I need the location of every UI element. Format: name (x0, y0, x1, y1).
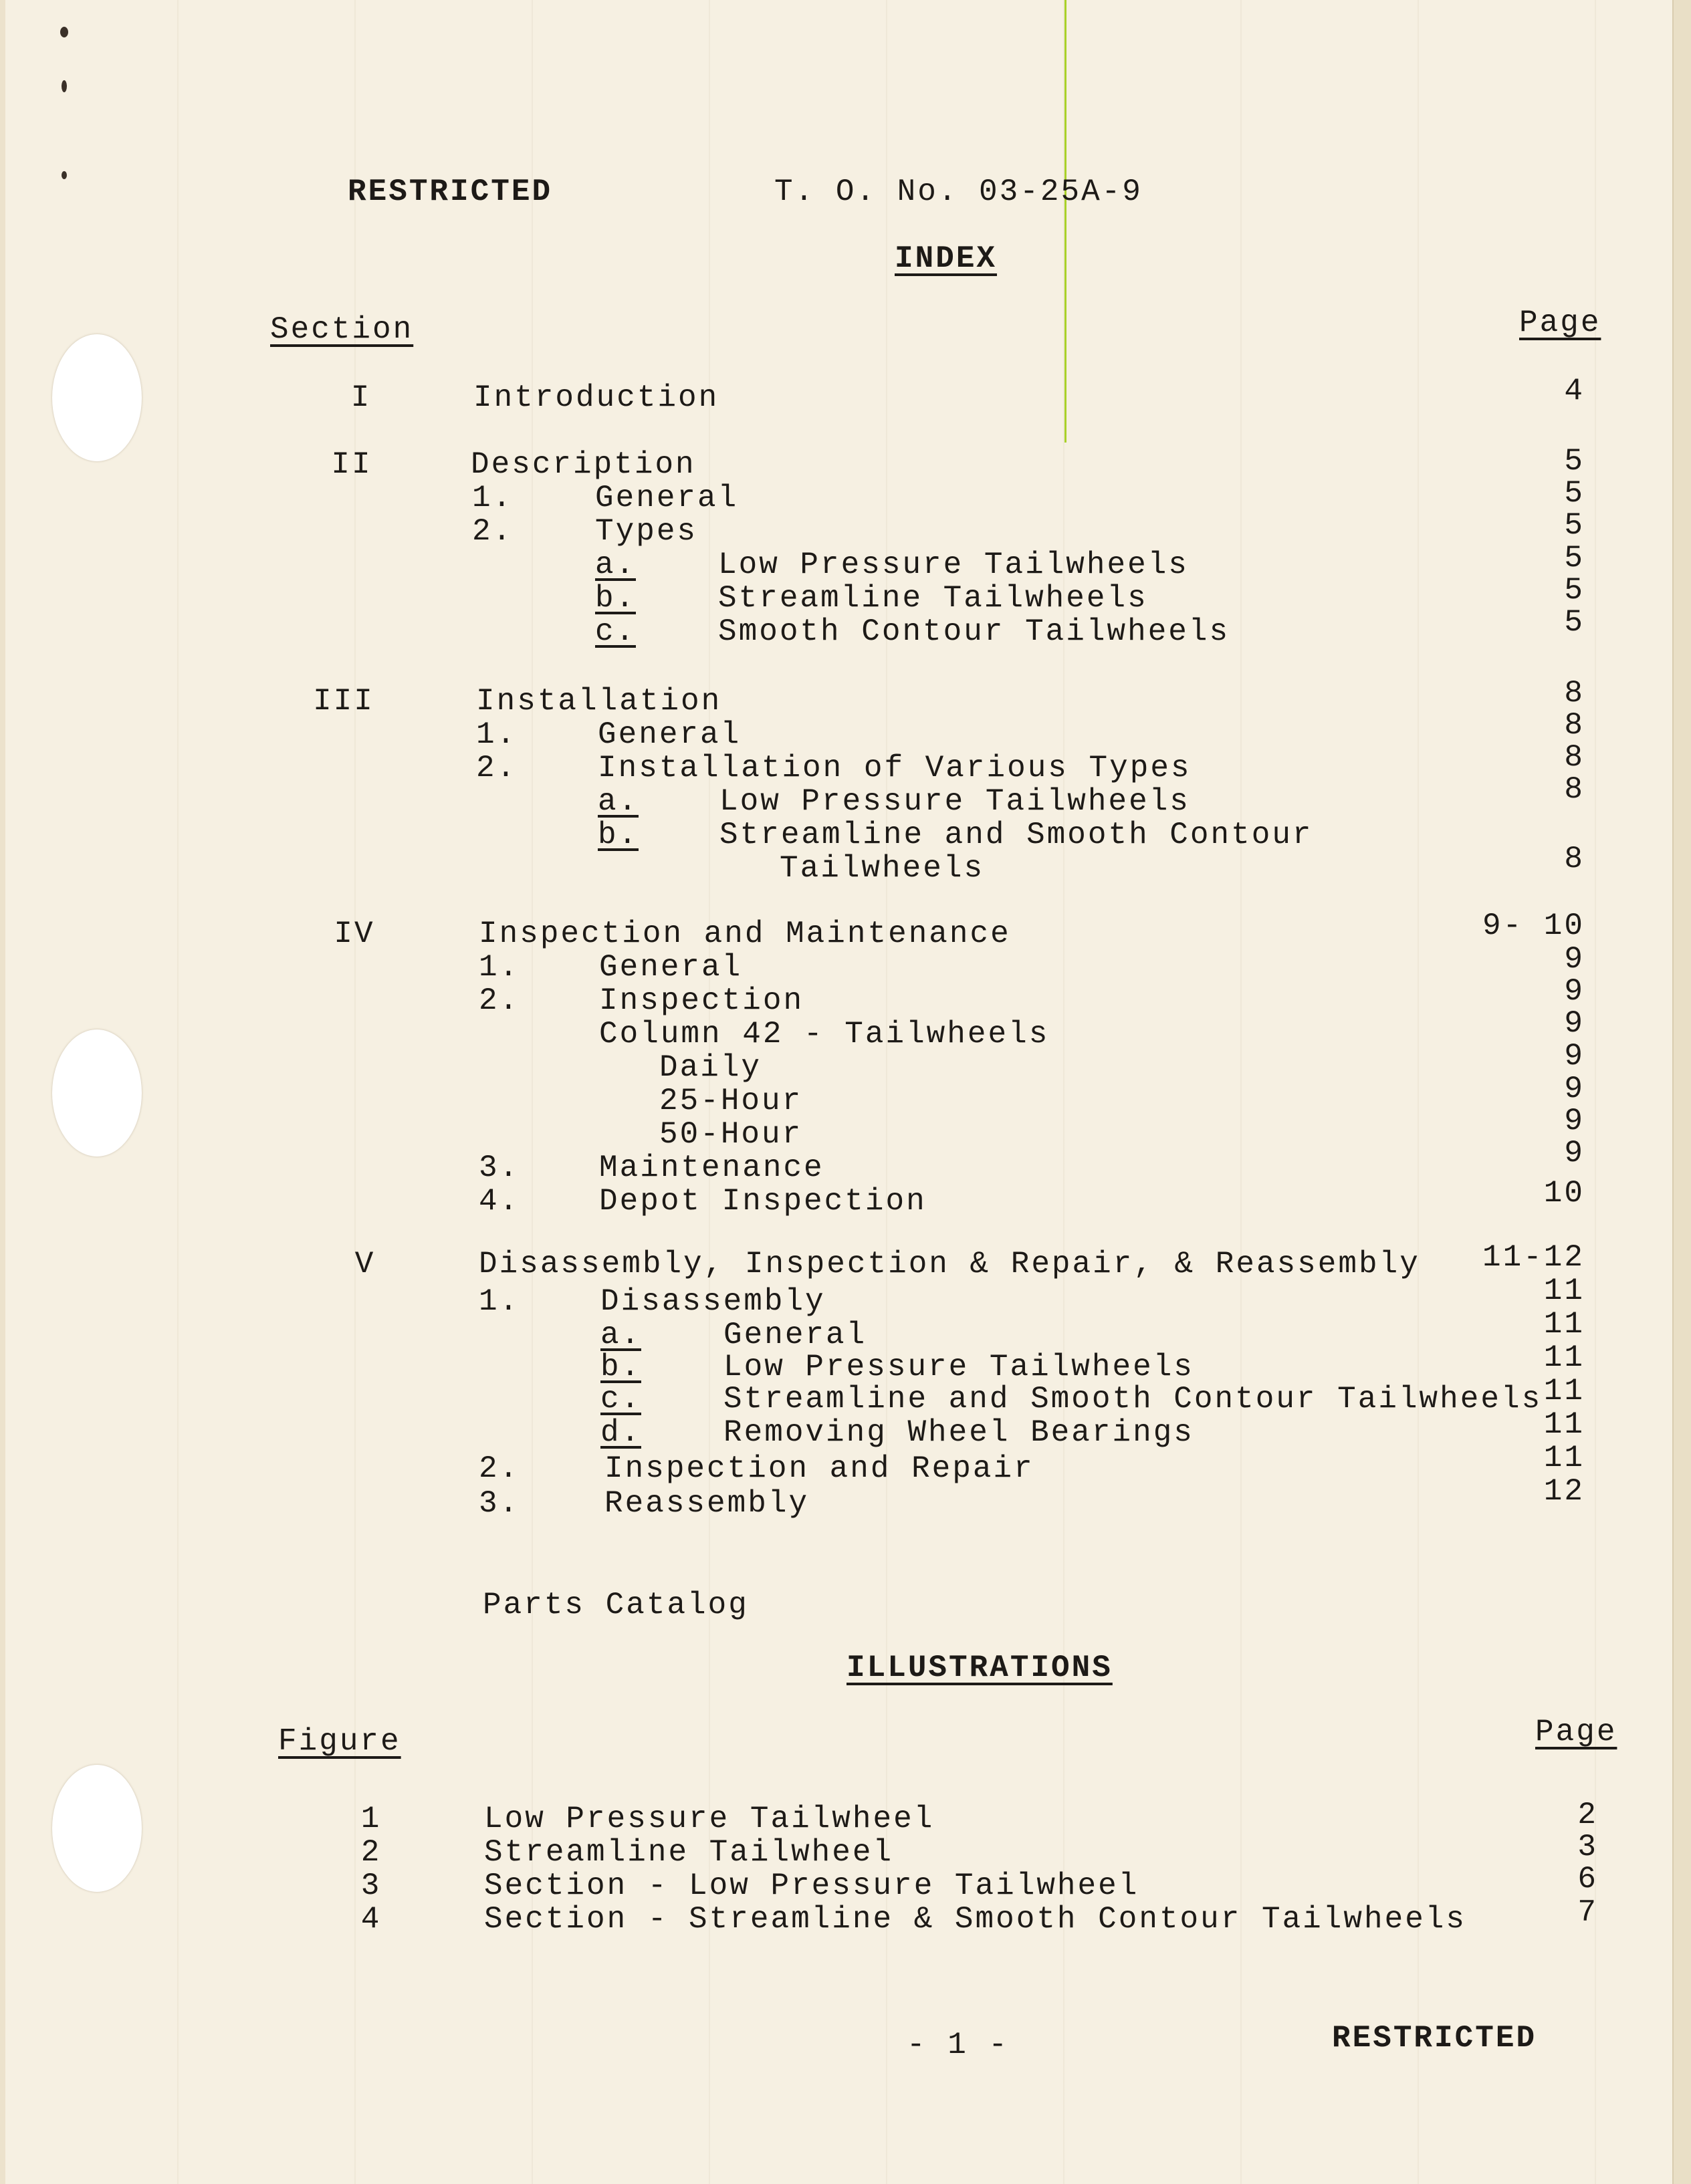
index-entry: Streamline Tailwheels (718, 581, 1148, 616)
section-number: IV (334, 917, 375, 951)
item-letter: d. (600, 1415, 642, 1450)
page-number: 11-12 (1482, 1240, 1585, 1275)
figure-number: 2 (360, 1835, 382, 1870)
figure-entry: Section - Streamline & Smooth Contour Tailwheels (484, 1902, 1467, 1937)
speck (62, 80, 67, 92)
punch-hole-middle (52, 1029, 142, 1157)
page-number: 5 (1564, 541, 1585, 576)
page-number: 8 (1564, 740, 1585, 775)
page-number: 11 (1543, 1340, 1585, 1375)
item-number: 2. (479, 983, 520, 1018)
item-number: 1. (472, 481, 514, 515)
index-entry-continued: Tailwheels (780, 851, 985, 886)
page-number: 7 (1577, 1895, 1598, 1930)
right-edge (1672, 0, 1691, 2184)
page-number: 8 (1564, 708, 1585, 743)
speck (60, 27, 68, 37)
restricted-footer: RESTRICTED (1332, 2021, 1537, 2056)
punch-hole-bottom (52, 1765, 142, 1892)
item-letter: b. (598, 818, 639, 852)
speck (62, 171, 67, 179)
index-entry: Low Pressure Tailwheels (719, 784, 1190, 819)
index-entry: Disassembly, Inspection & Repair, & Reassembly (479, 1247, 1420, 1282)
item-letter: a. (598, 784, 639, 819)
section-number: I (350, 380, 372, 415)
page-number: 5 (1564, 508, 1585, 543)
item-letter: a. (595, 548, 637, 582)
index-entry: General (599, 950, 743, 985)
page-number: 11 (1543, 1307, 1585, 1342)
section-number: II (331, 447, 372, 482)
page-number: 10 (1543, 1176, 1585, 1211)
restricted-header: RESTRICTED (348, 174, 553, 209)
green-margin-line (1064, 0, 1066, 443)
page-number: 2 (1577, 1798, 1598, 1832)
index-entry: Removing Wheel Bearings (723, 1415, 1194, 1450)
page-number: 5 (1564, 573, 1585, 608)
figure-number: 1 (360, 1802, 382, 1836)
index-title: INDEX (895, 241, 998, 276)
doc-number: T. O. No. 03-25A-9 (774, 174, 1143, 209)
figure-number: 4 (360, 1902, 382, 1937)
page-number: 8 (1564, 842, 1585, 876)
item-number: 2. (479, 1451, 520, 1486)
index-entry: Low Pressure Tailwheels (723, 1350, 1194, 1384)
index-entry: Disassembly (600, 1284, 826, 1319)
page-footer-number: - 1 - (907, 2028, 1010, 2062)
index-entry: 25-Hour (659, 1084, 803, 1118)
index-entry: Maintenance (599, 1150, 824, 1185)
item-letter: c. (600, 1382, 642, 1417)
section-number: V (354, 1247, 376, 1282)
section-number: III (313, 684, 374, 719)
item-number: 2. (472, 514, 514, 549)
col-page-header: Page (1519, 306, 1601, 340)
page-number: 9 (1564, 1072, 1585, 1106)
page-number: 3 (1577, 1830, 1598, 1864)
item-number: 3. (479, 1486, 520, 1521)
illustrations-title: ILLUSTRATIONS (847, 1651, 1113, 1685)
page-number: 9 (1564, 1104, 1585, 1138)
page-number: 9- 10 (1482, 908, 1585, 943)
figure-entry: Streamline Tailwheel (484, 1835, 894, 1870)
page-number: 5 (1564, 605, 1585, 640)
page-number: 9 (1564, 942, 1585, 977)
index-entry: General (595, 481, 739, 515)
index-entry: Streamline and Smooth Contour Tailwheels (723, 1382, 1543, 1417)
page-number: 11 (1543, 1441, 1585, 1475)
index-entry: Streamline and Smooth Contour (719, 818, 1313, 852)
page-number: 4 (1564, 374, 1585, 408)
index-entry: Installation of Various Types (598, 751, 1192, 785)
page-number: 9 (1564, 1006, 1585, 1041)
page-number: 11 (1543, 1273, 1585, 1308)
page-number: 9 (1564, 1039, 1585, 1074)
item-number: 1. (479, 1284, 520, 1319)
page-number: 5 (1564, 444, 1585, 479)
item-number: 4. (479, 1184, 520, 1219)
figure-entry: Section - Low Pressure Tailwheel (484, 1868, 1139, 1903)
figure-number: 3 (360, 1868, 382, 1903)
item-letter: b. (600, 1350, 642, 1384)
index-entry: 50-Hour (659, 1117, 803, 1152)
figure-entry: Low Pressure Tailwheel (484, 1802, 935, 1836)
index-entry: Column 42 - Tailwheels (599, 1017, 1050, 1052)
index-entry: General (723, 1318, 867, 1352)
page-number: 8 (1564, 676, 1585, 711)
index-entry: Inspection and Repair (604, 1451, 1034, 1486)
index-entry: Depot Inspection (599, 1184, 927, 1219)
item-number: 1. (476, 717, 518, 752)
col-figure-header: Figure (278, 1724, 401, 1759)
item-number: 2. (476, 751, 518, 785)
item-number: 1. (479, 950, 520, 985)
page-number: 11 (1543, 1407, 1585, 1442)
index-entry: Smooth Contour Tailwheels (718, 614, 1230, 649)
parts-catalog-entry: Parts Catalog (483, 1588, 749, 1622)
index-entry: Daily (659, 1050, 762, 1085)
item-letter: b. (595, 581, 637, 616)
index-entry: Low Pressure Tailwheels (718, 548, 1189, 582)
page-number: 9 (1564, 1136, 1585, 1171)
col-page-header: Page (1535, 1715, 1617, 1749)
index-entry: Inspection and Maintenance (479, 917, 1011, 951)
index-entry: Description (471, 447, 696, 482)
index-entry: Introduction (473, 380, 719, 415)
left-edge (0, 0, 5, 2184)
page-number: 8 (1564, 772, 1585, 807)
item-number: 3. (479, 1150, 520, 1185)
index-entry: Inspection (599, 983, 804, 1018)
item-letter: c. (595, 614, 637, 649)
index-entry: Installation (476, 684, 722, 719)
page-number: 11 (1543, 1374, 1585, 1409)
punch-hole-top (52, 334, 142, 461)
index-entry: Types (595, 514, 698, 549)
page-number: 5 (1564, 476, 1585, 511)
col-section-header: Section (270, 312, 414, 347)
item-letter: a. (600, 1318, 642, 1352)
index-entry: General (598, 717, 742, 752)
page-number: 12 (1543, 1474, 1585, 1509)
page-number: 9 (1564, 974, 1585, 1009)
page-number: 6 (1577, 1862, 1598, 1897)
index-entry: Reassembly (604, 1486, 810, 1521)
